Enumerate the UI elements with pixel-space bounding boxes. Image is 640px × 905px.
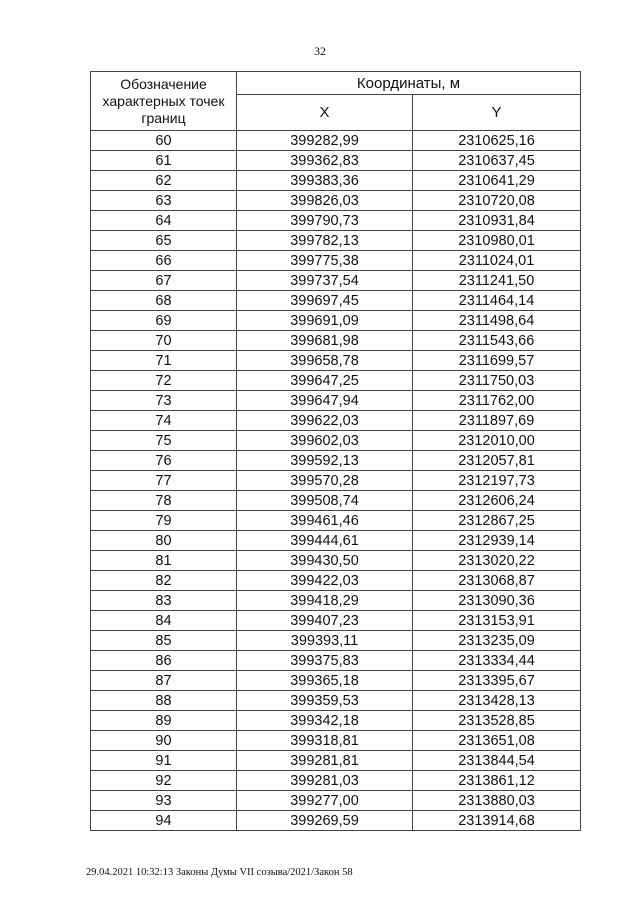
y-cell: 2313528,85 xyxy=(413,711,581,731)
point-cell: 81 xyxy=(91,551,237,571)
y-cell: 2313428,13 xyxy=(413,691,581,711)
x-cell: 399318,81 xyxy=(237,731,413,751)
table-row xyxy=(91,231,581,251)
x-cell: 399281,81 xyxy=(237,751,413,771)
table-row xyxy=(91,311,581,331)
table-row xyxy=(91,151,581,171)
y-cell: 2312057,81 xyxy=(413,451,581,471)
x-cell: 399691,09 xyxy=(237,311,413,331)
x-cell: 399375,83 xyxy=(237,651,413,671)
y-cell: 2311498,64 xyxy=(413,311,581,331)
y-cell: 2313235,09 xyxy=(413,631,581,651)
table-row xyxy=(91,451,581,471)
x-cell: 399418,29 xyxy=(237,591,413,611)
y-cell: 2311762,00 xyxy=(413,391,581,411)
x-cell: 399826,03 xyxy=(237,191,413,211)
x-cell: 399790,73 xyxy=(237,211,413,231)
point-cell: 72 xyxy=(91,371,237,391)
table-row xyxy=(91,751,581,771)
header-designation: Обозначение характерных точек границ xyxy=(91,72,237,131)
point-cell: 65 xyxy=(91,231,237,251)
x-cell: 399365,18 xyxy=(237,671,413,691)
y-cell: 2310625,16 xyxy=(413,131,581,151)
table-row xyxy=(91,171,581,191)
x-cell: 399622,03 xyxy=(237,411,413,431)
point-cell: 83 xyxy=(91,591,237,611)
x-cell: 399269,59 xyxy=(237,811,413,831)
coordinates-table xyxy=(90,71,581,831)
y-cell: 2312010,00 xyxy=(413,431,581,451)
y-cell: 2313068,87 xyxy=(413,571,581,591)
x-cell: 399282,99 xyxy=(237,131,413,151)
x-cell: 399737,54 xyxy=(237,271,413,291)
table-row xyxy=(91,331,581,351)
table-row xyxy=(91,631,581,651)
table-row xyxy=(91,471,581,491)
x-cell: 399681,98 xyxy=(237,331,413,351)
y-cell: 2311897,69 xyxy=(413,411,581,431)
point-cell: 82 xyxy=(91,571,237,591)
table-row xyxy=(91,691,581,711)
x-cell: 399393,11 xyxy=(237,631,413,651)
point-cell: 84 xyxy=(91,611,237,631)
table-row xyxy=(91,511,581,531)
table-row xyxy=(91,731,581,751)
table-row xyxy=(91,531,581,551)
point-cell: 74 xyxy=(91,411,237,431)
y-cell: 2313020,22 xyxy=(413,551,581,571)
table-row xyxy=(91,371,581,391)
footer-stamp: 29.04.2021 10:32:13 Законы Думы VII созыва/2021/Закон 58 xyxy=(86,867,353,878)
y-cell: 2313153,91 xyxy=(413,611,581,631)
x-cell: 399342,18 xyxy=(237,711,413,731)
x-cell: 399647,25 xyxy=(237,371,413,391)
x-cell: 399782,13 xyxy=(237,231,413,251)
table-row xyxy=(91,191,581,211)
table-row xyxy=(91,411,581,431)
table-body xyxy=(91,131,581,831)
x-cell: 399444,61 xyxy=(237,531,413,551)
point-cell: 61 xyxy=(91,151,237,171)
y-cell: 2310720,08 xyxy=(413,191,581,211)
y-cell: 2313651,08 xyxy=(413,731,581,751)
point-cell: 67 xyxy=(91,271,237,291)
x-cell: 399281,03 xyxy=(237,771,413,791)
point-cell: 60 xyxy=(91,131,237,151)
point-cell: 63 xyxy=(91,191,237,211)
x-cell: 399407,23 xyxy=(237,611,413,631)
y-cell: 2311024,01 xyxy=(413,251,581,271)
x-cell: 399658,78 xyxy=(237,351,413,371)
table-row xyxy=(91,431,581,451)
x-cell: 399508,74 xyxy=(237,491,413,511)
page-number: 32 xyxy=(314,44,326,58)
table-row xyxy=(91,711,581,731)
x-cell: 399697,45 xyxy=(237,291,413,311)
point-cell: 64 xyxy=(91,211,237,231)
y-cell: 2311241,50 xyxy=(413,271,581,291)
y-cell: 2310980,01 xyxy=(413,231,581,251)
table-row xyxy=(91,491,581,511)
table-row xyxy=(91,351,581,371)
point-cell: 62 xyxy=(91,171,237,191)
point-cell: 75 xyxy=(91,431,237,451)
x-cell: 399592,13 xyxy=(237,451,413,471)
point-cell: 80 xyxy=(91,531,237,551)
y-cell: 2313844,54 xyxy=(413,751,581,771)
y-cell: 2313090,36 xyxy=(413,591,581,611)
y-cell: 2313861,12 xyxy=(413,771,581,791)
point-cell: 70 xyxy=(91,331,237,351)
table-row xyxy=(91,671,581,691)
x-cell: 399383,36 xyxy=(237,171,413,191)
point-cell: 69 xyxy=(91,311,237,331)
y-cell: 2311464,14 xyxy=(413,291,581,311)
table-row xyxy=(91,811,581,831)
x-cell: 399461,46 xyxy=(237,511,413,531)
x-cell: 399570,28 xyxy=(237,471,413,491)
point-cell: 85 xyxy=(91,631,237,651)
point-cell: 77 xyxy=(91,471,237,491)
header-x: X xyxy=(237,95,413,131)
x-cell: 399277,00 xyxy=(237,791,413,811)
y-cell: 2312606,24 xyxy=(413,491,581,511)
table-row xyxy=(91,291,581,311)
header-y: Y xyxy=(413,95,581,131)
table-row xyxy=(91,271,581,291)
point-cell: 79 xyxy=(91,511,237,531)
point-cell: 68 xyxy=(91,291,237,311)
point-cell: 94 xyxy=(91,811,237,831)
x-cell: 399359,53 xyxy=(237,691,413,711)
table-row xyxy=(91,551,581,571)
point-cell: 93 xyxy=(91,791,237,811)
y-cell: 2312939,14 xyxy=(413,531,581,551)
point-cell: 87 xyxy=(91,671,237,691)
x-cell: 399775,38 xyxy=(237,251,413,271)
y-cell: 2313334,44 xyxy=(413,651,581,671)
table-row xyxy=(91,591,581,611)
x-cell: 399647,94 xyxy=(237,391,413,411)
y-cell: 2311750,03 xyxy=(413,371,581,391)
y-cell: 2312867,25 xyxy=(413,511,581,531)
table-header xyxy=(91,72,581,131)
table-row xyxy=(91,651,581,671)
y-cell: 2313914,68 xyxy=(413,811,581,831)
y-cell: 2311543,66 xyxy=(413,331,581,351)
point-cell: 89 xyxy=(91,711,237,731)
x-cell: 399430,50 xyxy=(237,551,413,571)
point-cell: 92 xyxy=(91,771,237,791)
x-cell: 399422,03 xyxy=(237,571,413,591)
point-cell: 90 xyxy=(91,731,237,751)
header-coordinates: Координаты, м xyxy=(237,72,581,95)
y-cell: 2313395,67 xyxy=(413,671,581,691)
table-row xyxy=(91,571,581,591)
table-row xyxy=(91,211,581,231)
y-cell: 2313880,03 xyxy=(413,791,581,811)
table-row xyxy=(91,251,581,271)
y-cell: 2310641,29 xyxy=(413,171,581,191)
y-cell: 2312197,73 xyxy=(413,471,581,491)
point-cell: 73 xyxy=(91,391,237,411)
table-row xyxy=(91,771,581,791)
table-row xyxy=(91,791,581,811)
point-cell: 76 xyxy=(91,451,237,471)
point-cell: 78 xyxy=(91,491,237,511)
point-cell: 91 xyxy=(91,751,237,771)
x-cell: 399602,03 xyxy=(237,431,413,451)
y-cell: 2310637,45 xyxy=(413,151,581,171)
y-cell: 2310931,84 xyxy=(413,211,581,231)
table-row xyxy=(91,611,581,631)
point-cell: 88 xyxy=(91,691,237,711)
table-row xyxy=(91,131,581,151)
table-row xyxy=(91,391,581,411)
y-cell: 2311699,57 xyxy=(413,351,581,371)
point-cell: 71 xyxy=(91,351,237,371)
point-cell: 66 xyxy=(91,251,237,271)
point-cell: 86 xyxy=(91,651,237,671)
x-cell: 399362,83 xyxy=(237,151,413,171)
